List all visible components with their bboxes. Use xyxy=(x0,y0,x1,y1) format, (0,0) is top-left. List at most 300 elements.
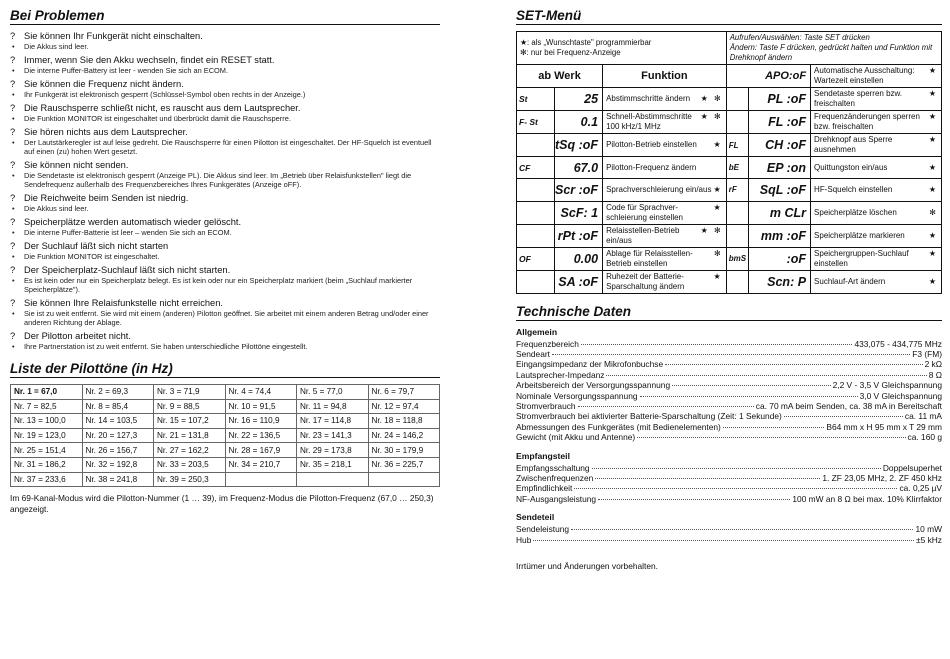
left-desc-text: Sprachverschleierung ein/aus xyxy=(606,184,712,194)
right-desc-text: HF-Squelch einstellen xyxy=(814,184,893,194)
leader-dots xyxy=(606,375,926,376)
problem-answer xyxy=(10,90,440,99)
right-value: EP :on xyxy=(749,157,811,179)
question-mark: ? xyxy=(10,241,16,251)
tech-label: Sendeleistung xyxy=(516,524,570,535)
left-mark: ★ xyxy=(713,184,723,194)
left-desc-text: Schnell-Abstimmschritte 100 kHz/1 MHz xyxy=(606,112,692,131)
right-code xyxy=(726,201,748,224)
problem-answer xyxy=(10,42,440,51)
tech-row xyxy=(516,483,942,493)
bullet: • xyxy=(12,138,15,147)
left-mark: ★ ✻ xyxy=(700,112,723,121)
question-text: Sie können Ihr Funkgerät nicht einschalten. xyxy=(24,31,203,41)
right-code xyxy=(726,224,748,247)
tech-row xyxy=(516,494,942,504)
problem-question xyxy=(10,241,440,252)
bullet: • xyxy=(12,90,15,99)
tech-label: Eingangsimpedanz der Mikrofonbuchse xyxy=(516,359,664,370)
footnote: Irrtümer und Änderungen vorbehalten. xyxy=(516,561,658,572)
left-value: ScF: 1 xyxy=(555,201,603,224)
usage-change: Ändern: Taste F drücken, gedrückt halten und Funktion mit Drehknopf ändern xyxy=(729,43,933,62)
question-mark: ? xyxy=(10,331,16,341)
set-legend xyxy=(517,32,727,65)
leader-dots xyxy=(552,354,910,355)
left-desc xyxy=(603,134,727,157)
right-mark: ★ xyxy=(928,162,938,172)
pilot-cell: Nr. 36 = 225,7 xyxy=(368,457,440,472)
leader-dots xyxy=(672,385,830,386)
set-row xyxy=(517,270,942,293)
question-mark: ? xyxy=(10,127,16,137)
bullet: • xyxy=(12,252,15,261)
tech-value: ca. 0,25 µV xyxy=(899,483,942,494)
answer-text: Die interne Puffer-Batterie ist leer – wenden Sie sich an ECOM. xyxy=(24,228,232,237)
question-text: Der Suchlauf läßt sich nicht starten xyxy=(24,241,169,251)
pilot-cell: Nr. 18 = 118,8 xyxy=(368,414,440,429)
pilot-title: Liste der Pilottöne (in Hz) xyxy=(10,361,440,378)
left-value: 67.0 xyxy=(555,157,603,179)
pilot-cell: Nr. 33 = 203,5 xyxy=(154,457,226,472)
problem-question xyxy=(10,265,440,276)
tech-row xyxy=(516,349,942,359)
left-mark: ★ ✻ xyxy=(700,225,723,235)
problem-answer xyxy=(10,342,440,351)
set-row xyxy=(517,201,942,224)
answer-text: Die Funktion MONITOR ist eingeschaltet. xyxy=(24,252,160,261)
problems-title: Bei Problemen xyxy=(10,8,440,25)
pilot-row xyxy=(11,428,440,443)
pilot-row xyxy=(11,399,440,414)
leader-dots xyxy=(592,468,881,469)
pilot-note: Im 69-Kanal-Modus wird die Pilotton-Nummer (1 … 39), im Frequenz-Modus die Pilotton-Frequenz (67,0 … 250,3) angezeigt. xyxy=(10,493,434,515)
tech-value: 2 kΩ xyxy=(924,359,942,370)
right-desc xyxy=(811,88,942,111)
left-code: OF xyxy=(517,247,555,270)
left-code xyxy=(517,270,555,293)
bullet: • xyxy=(12,66,15,75)
leader-dots xyxy=(578,406,754,407)
problem-item xyxy=(10,193,440,213)
left-value: 0.00 xyxy=(555,247,603,270)
right-mark: ✻ xyxy=(929,207,938,217)
question-text: Speicherplätze werden automatisch wieder gelöscht. xyxy=(24,217,242,227)
left-desc-text: Pilotton-Betrieb einstellen xyxy=(606,140,697,149)
left-desc-text: Pilotton-Frequenz ändern xyxy=(606,162,697,172)
question-text: Sie können die Frequenz nicht ändern. xyxy=(24,79,184,89)
left-code: F- St xyxy=(517,111,555,134)
pilot-cell: Nr. 2 = 69,3 xyxy=(82,385,154,400)
left-desc-text: Abstimmschritte ändern xyxy=(606,94,691,103)
right-code xyxy=(726,270,748,293)
pilot-cell: Nr. 12 = 97,4 xyxy=(368,399,440,414)
tech-value: 8 Ω xyxy=(928,369,942,380)
question-mark: ? xyxy=(10,193,16,203)
question-text: Die Rauschsperre schließt nicht, es rauscht aus dem Lautsprecher. xyxy=(24,103,301,113)
question-mark: ? xyxy=(10,298,16,308)
problem-item xyxy=(10,55,440,75)
bullet: • xyxy=(12,276,15,285)
pilot-cell: Nr. 16 = 110,9 xyxy=(225,414,297,429)
set-info-row xyxy=(517,32,942,65)
leader-dots xyxy=(598,499,790,500)
problem-item xyxy=(10,127,440,156)
right-desc-text: Frequenzänderungen sperren bzw. freischalten xyxy=(814,112,920,131)
pilot-cell: Nr. 35 = 218,1 xyxy=(297,457,369,472)
leader-dots xyxy=(640,396,858,397)
bullet: • xyxy=(12,42,15,51)
pilot-cell: Nr. 11 = 94,8 xyxy=(297,399,369,414)
problem-item xyxy=(10,241,440,261)
left-code xyxy=(517,179,555,201)
set-row xyxy=(517,247,942,270)
tech-value: ca. 70 mA beim Senden, ca. 38 mA in Bereitschaft xyxy=(755,401,942,412)
question-mark: ? xyxy=(10,31,16,41)
problem-question xyxy=(10,31,440,42)
pilot-cell: Nr. 14 = 103,5 xyxy=(82,414,154,429)
tech-label: Hub xyxy=(516,534,532,545)
set-menu-table xyxy=(516,31,942,294)
pilot-cell: Nr. 20 = 127,3 xyxy=(82,428,154,443)
tech-group-title: Empfangsteil xyxy=(516,450,570,461)
answer-text: Es ist kein oder nur ein Speicherplatz belegt. Es ist kein oder nur ein Speicherplatz markiert (beim „Suchlauf markierter Speicherplätze"). xyxy=(24,276,413,294)
answer-text: Die Sendetaste ist elektronisch gesperrt (Anzeige PL). Die Akkus sind leer. Im „Betrieb über Relaisfunkstellen" liegt die Sendefrequenz außerhalb des Frequenzbereiches Ihres Funkgerätes (Anzeige oFF). xyxy=(24,171,412,189)
question-mark: ? xyxy=(10,160,16,170)
problem-question xyxy=(10,193,440,204)
col-header-werk: ab Werk xyxy=(517,65,603,88)
pilot-cell: Nr. 28 = 167,9 xyxy=(225,443,297,458)
left-desc-text: Relaisstellen-Betrieb ein/aus xyxy=(606,225,680,245)
set-row xyxy=(517,179,942,201)
left-desc-text: Ablage für Relaisstellen-Betrieb einstellen xyxy=(606,248,693,268)
right-mark: ★ xyxy=(928,248,938,258)
tech-label: Zwischenfrequenzen xyxy=(516,473,594,484)
pilot-cell: Nr. 4 = 74,4 xyxy=(225,385,297,400)
problem-item xyxy=(10,31,440,51)
tech-value: 100 mW an 8 Ω bei max. 10% Klirrfaktor xyxy=(792,493,942,504)
set-menu-title: SET-Menü xyxy=(516,8,942,25)
right-desc xyxy=(811,247,942,270)
answer-text: Der Lautstärkeregler ist auf leise gedreht. Die Rauschsperre für einen Pilotton ist eingeschaltet. Der HF-Squelch ist eventuell auf einen (zu) hohen Wert gesetzt. xyxy=(24,138,432,156)
pilot-cell: Nr. 37 = 233,6 xyxy=(11,472,83,487)
left-value: 25 xyxy=(555,88,603,111)
tech-label: Lautsprecher-Impedanz xyxy=(516,369,605,380)
problem-item xyxy=(10,103,440,123)
pilot-cell xyxy=(225,472,297,487)
right-code: rF xyxy=(726,179,748,201)
left-desc xyxy=(603,111,727,134)
left-desc-text: Ruhezeit der Batterie-Sparschaltung ändern xyxy=(606,271,685,291)
pilot-cell: Nr. 7 = 82,5 xyxy=(11,399,83,414)
pilot-cell: Nr. 30 = 179,9 xyxy=(368,443,440,458)
problem-answer xyxy=(10,138,440,156)
problem-question xyxy=(10,331,440,342)
left-desc-text: Code für Sprachver-schleierung einstellen xyxy=(606,202,683,222)
right-desc xyxy=(811,270,942,293)
left-desc xyxy=(603,224,727,247)
right-desc-text: Quittungston ein/aus xyxy=(814,162,888,172)
answer-text: Die interne Puffer-Battery ist leer - wenden Sie sich an ECOM. xyxy=(24,66,229,75)
right-mark: ★ xyxy=(928,276,938,286)
apo-desc-text: Automatische Ausschaltung: Wartezeit einstellen xyxy=(814,66,915,85)
leader-dots xyxy=(665,364,922,365)
tech-label: Stromverbrauch xyxy=(516,401,576,412)
pilot-cell: Nr. 32 = 192,8 xyxy=(82,457,154,472)
right-desc-text: Drehknopf aus Sperre ausnehmen xyxy=(814,135,893,154)
left-code xyxy=(517,201,555,224)
problem-question xyxy=(10,217,440,228)
tech-label: Frequenzbereich xyxy=(516,338,579,349)
tech-label: Abmessungen des Funkgerätes (mit Bedienelementen) xyxy=(516,421,721,432)
left-mark: ✻ xyxy=(714,248,723,258)
right-mark: ★ xyxy=(928,112,938,121)
tech-row xyxy=(516,370,942,380)
question-text: Der Pilotton arbeitet nicht. xyxy=(24,331,131,341)
leader-dots xyxy=(581,344,853,345)
legend-asterisk: ✻: nur bei Frequenz-Anzeige xyxy=(520,48,621,57)
bullet: • xyxy=(12,204,15,213)
leader-dots xyxy=(533,540,914,541)
pilot-cell: Nr. 21 = 131,8 xyxy=(154,428,226,443)
left-column xyxy=(10,8,440,515)
right-value: :oF xyxy=(749,247,811,270)
tech-group-title: Sendeteil xyxy=(516,512,555,523)
tech-value: ca. 11 mA xyxy=(904,411,942,422)
tech-row xyxy=(516,401,942,411)
left-value: 0.1 xyxy=(555,111,603,134)
right-column xyxy=(516,8,942,571)
question-text: Immer, wenn Sie den Akku wechseln, findet ein RESET statt. xyxy=(24,55,275,65)
tech-row xyxy=(516,339,942,349)
pilot-cell: Nr. 29 = 173,8 xyxy=(297,443,369,458)
answer-text: Die Akkus sind leer. xyxy=(24,42,89,51)
tech-value: 433,075 - 434,775 MHz xyxy=(854,338,942,349)
tech-label: Gewicht (mit Akku und Antenne) xyxy=(516,432,636,443)
tech-group-title: Allgemein xyxy=(516,326,558,337)
pilot-row xyxy=(11,472,440,487)
left-mark: ★ ✻ xyxy=(700,94,723,103)
pilot-row xyxy=(11,443,440,458)
problem-item xyxy=(10,217,440,237)
pilot-cell: Nr. 15 = 107,2 xyxy=(154,414,226,429)
tech-value: F3 (FM) xyxy=(912,349,942,359)
problem-answer xyxy=(10,66,440,75)
right-desc xyxy=(811,179,942,201)
question-text: Sie können Ihre Relaisfunkstelle nicht erreichen. xyxy=(24,298,223,308)
tech-value: 3,0 V Gleichspannung xyxy=(859,390,942,401)
tech-value: ±5 kHz xyxy=(915,534,942,545)
col-header-funktion: Funktion xyxy=(603,65,727,88)
tech-value: 10 mW xyxy=(915,524,942,535)
question-mark: ? xyxy=(10,103,16,113)
pilot-row xyxy=(11,457,440,472)
bullet: • xyxy=(12,309,15,318)
right-value: FL :oF xyxy=(749,111,811,134)
leader-dots xyxy=(723,427,825,428)
pilot-cell: Nr. 10 = 91,5 xyxy=(225,399,297,414)
tech-data xyxy=(516,327,942,546)
pilot-cell: Nr. 23 = 141,3 xyxy=(297,428,369,443)
tech-row xyxy=(516,422,942,432)
question-mark: ? xyxy=(10,79,16,89)
right-desc xyxy=(811,157,942,179)
problem-item xyxy=(10,331,440,351)
right-mark: ★ xyxy=(928,230,938,240)
right-value: SqL :oF xyxy=(749,179,811,201)
problem-answer xyxy=(10,171,440,189)
problem-answer xyxy=(10,309,440,327)
right-desc-text: Speicherplätze markieren xyxy=(814,230,905,240)
leader-dots xyxy=(574,488,897,489)
left-desc xyxy=(603,201,727,224)
pilot-row xyxy=(11,385,440,400)
right-desc-text: Suchlauf-Art ändern xyxy=(814,276,886,286)
problem-question xyxy=(10,127,440,138)
tech-value: ca. 160 g xyxy=(907,432,942,443)
left-desc xyxy=(603,157,727,179)
right-value: mm :oF xyxy=(749,224,811,247)
left-mark: ★ xyxy=(713,140,723,149)
right-desc-text: Sendetaste sperren bzw. freischalten xyxy=(814,89,903,108)
tech-value: Doppelsuperhet xyxy=(882,462,942,473)
leader-dots xyxy=(637,437,905,438)
tech-row xyxy=(516,411,942,421)
leader-dots xyxy=(595,478,820,479)
answer-text: Die Funktion MONITOR ist eingeschaltet und überbrückt damit die Rauschsperre. xyxy=(24,114,291,123)
apo-desc xyxy=(811,65,942,88)
question-mark: ? xyxy=(10,265,16,275)
question-mark: ? xyxy=(10,217,16,227)
pilot-tone-table xyxy=(10,384,440,487)
tech-row xyxy=(516,359,942,369)
question-text: Die Reichweite beim Senden ist niedrig. xyxy=(24,193,189,203)
bullet: • xyxy=(12,171,15,180)
tech-value: 2,2 V - 3,5 V Gleichspannung xyxy=(832,380,942,391)
legend-star: ★: als „Wunschtaste" programmierbar xyxy=(520,38,652,47)
right-desc xyxy=(811,201,942,224)
pilot-cell: Nr. 9 = 88,5 xyxy=(154,399,226,414)
set-row xyxy=(517,88,942,111)
right-value: CH :oF xyxy=(749,134,811,157)
tech-row xyxy=(516,391,942,401)
pilot-cell: Nr. 39 = 250,3 xyxy=(154,472,226,487)
problem-item xyxy=(10,160,440,189)
pilot-cell: Nr. 34 = 210,7 xyxy=(225,457,297,472)
pilot-cell: Nr. 26 = 156,7 xyxy=(82,443,154,458)
apo-value: APO:oF xyxy=(726,65,810,88)
problem-answer xyxy=(10,276,440,294)
question-text: Sie hören nichts aus dem Lautsprecher. xyxy=(24,127,188,137)
left-code xyxy=(517,224,555,247)
left-desc xyxy=(603,88,727,111)
problem-answer xyxy=(10,252,440,261)
problem-question xyxy=(10,55,440,66)
set-usage xyxy=(726,32,941,65)
pilot-cell: Nr. 19 = 123,0 xyxy=(11,428,83,443)
pilot-cell: Nr. 24 = 146,2 xyxy=(368,428,440,443)
tech-label: Stromverbrauch bei aktivierter Batterie-Sparschaltung (Zeit: 1 Sekunde) xyxy=(516,411,782,422)
tech-row xyxy=(516,473,942,483)
pilot-cell: Nr. 8 = 85,4 xyxy=(82,399,154,414)
tech-label: Arbeitsbereich der Versorgungsspannung xyxy=(516,380,671,391)
left-code: CF xyxy=(517,157,555,179)
right-code: FL xyxy=(726,134,748,157)
answer-text: Ihre Partnerstation ist zu weit entfernt. Sie haben unterschiedliche Pilottöne eingestellt. xyxy=(24,342,308,351)
problem-question xyxy=(10,103,440,114)
question-text: Sie können nicht senden. xyxy=(24,160,129,170)
right-desc-text: Speichergruppen-Suchlauf einstellen xyxy=(814,248,909,268)
usage-call: Aufrufen/Auswählen: Taste SET drücken xyxy=(729,33,870,42)
right-mark: ★ xyxy=(928,135,938,144)
set-row xyxy=(517,224,942,247)
left-desc xyxy=(603,179,727,201)
right-value: m CLr xyxy=(749,201,811,224)
left-value: SA :oF xyxy=(555,270,603,293)
pilot-cell xyxy=(297,472,369,487)
right-desc xyxy=(811,134,942,157)
problem-item xyxy=(10,265,440,294)
pilot-cell: Nr. 13 = 100,0 xyxy=(11,414,83,429)
pilot-cell: Nr. 22 = 136,5 xyxy=(225,428,297,443)
set-header-row xyxy=(517,65,942,88)
leader-dots xyxy=(784,416,903,417)
right-desc-text: Speicherplätze löschen xyxy=(814,207,897,217)
problem-item xyxy=(10,298,440,327)
right-value: Scn: P xyxy=(749,270,811,293)
bullet: • xyxy=(12,114,15,123)
problem-question xyxy=(10,160,440,171)
problem-question xyxy=(10,298,440,309)
problems-list xyxy=(10,31,440,351)
right-code: bE xyxy=(726,157,748,179)
tech-row xyxy=(516,380,942,390)
left-code xyxy=(517,134,555,157)
pilot-cell: Nr. 6 = 79,7 xyxy=(368,385,440,400)
bullet: • xyxy=(12,342,15,351)
answer-text: Die Akkus sind leer. xyxy=(24,204,89,213)
pilot-cell: Nr. 5 = 77,0 xyxy=(297,385,369,400)
set-row xyxy=(517,111,942,134)
problem-answer xyxy=(10,114,440,123)
problem-item xyxy=(10,79,440,99)
left-mark: ★ xyxy=(713,202,723,212)
problem-question xyxy=(10,79,440,90)
tech-title: Technische Daten xyxy=(516,304,942,321)
left-desc xyxy=(603,270,727,293)
left-value: tSq :oF xyxy=(555,134,603,157)
pilot-cell: Nr. 27 = 162,2 xyxy=(154,443,226,458)
problem-answer xyxy=(10,204,440,213)
pilot-cell: Nr. 31 = 186,2 xyxy=(11,457,83,472)
question-mark: ? xyxy=(10,55,16,65)
pilot-cell: Nr. 25 = 151,4 xyxy=(11,443,83,458)
apo-mark: ★ xyxy=(928,66,938,75)
answer-text: Ihr Funkgerät ist elektronisch gesperrt (Schlüssel-Symbol oben rechts in der Anzeige.) xyxy=(24,90,306,99)
tech-label: NF-Ausgangsleistung xyxy=(516,493,597,504)
tech-value: 1. ZF 23,05 MHz, 2. ZF 450 kHz xyxy=(822,473,942,484)
leader-dots xyxy=(571,529,913,530)
left-mark: ★ xyxy=(713,271,723,281)
pilot-cell xyxy=(368,472,440,487)
tech-value: B64 mm x H 95 mm x T 29 mm xyxy=(826,421,942,432)
tech-label: Sendeart xyxy=(516,349,550,359)
right-desc xyxy=(811,224,942,247)
right-mark: ★ xyxy=(928,89,938,98)
right-value: PL :oF xyxy=(749,88,811,111)
answer-text: Sie ist zu weit entfernt. Sie wird mit einem (anderen) Pilotton geöffnet. Sie arbeitet mit einem anderen Betrag und/oder einer anderen Richtung der Ablage. xyxy=(24,309,429,327)
tech-row xyxy=(516,432,942,442)
right-mark: ★ xyxy=(928,184,938,194)
